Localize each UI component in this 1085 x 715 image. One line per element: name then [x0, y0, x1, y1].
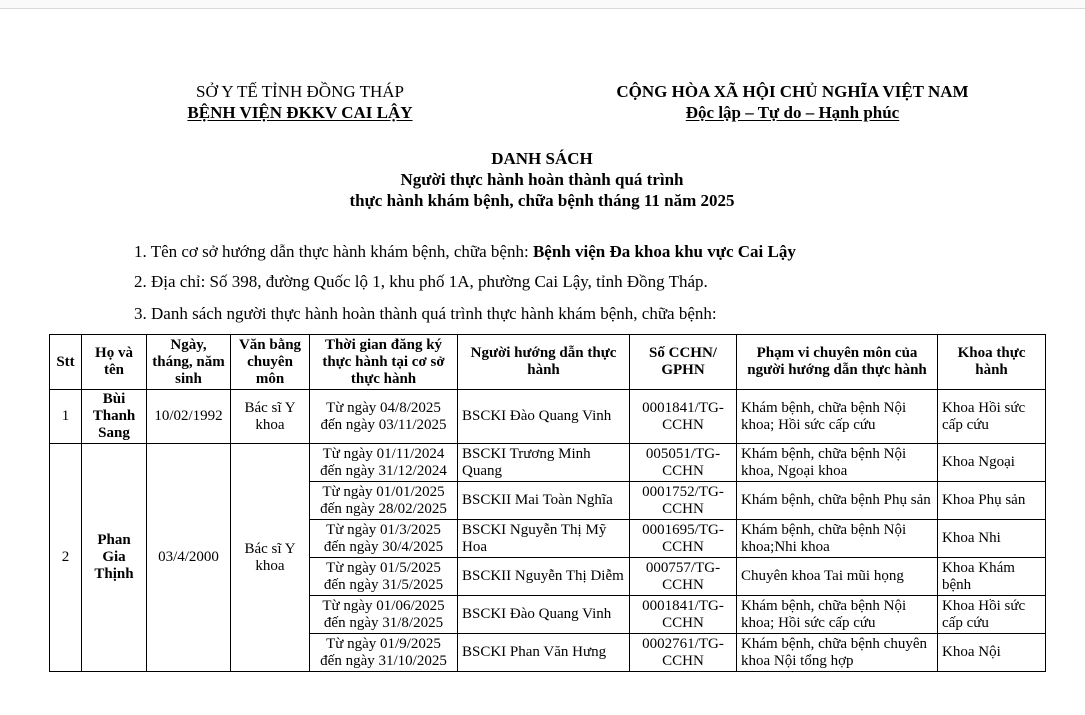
- cell-period: Từ ngày 01/01/2025 đến ngày 28/02/2025: [310, 482, 458, 520]
- cell-scope: Khám bệnh, chữa bệnh Nội khoa, Ngoại khoa: [737, 444, 938, 482]
- cell-period: Từ ngày 01/9/2025 đến ngày 31/10/2025: [310, 634, 458, 672]
- window-top-strip: [0, 0, 1085, 9]
- cell-dept: Khoa Hồi sức cấp cứu: [938, 390, 1046, 444]
- cell-period: Từ ngày 04/8/2025 đến ngày 03/11/2025: [310, 390, 458, 444]
- cell-cert: 0001841/TG-CCHN: [630, 390, 737, 444]
- cell-scope: Chuyên khoa Tai mũi họng: [737, 558, 938, 596]
- document-title: [200, 148, 884, 211]
- item-3: 3. Danh sách người thực hành hoàn thành quá trình thực hành khám bệnh, chữa bệnh:: [134, 304, 717, 323]
- col-scope: Phạm vi chuyên môn của người hướng dẫn thực hành: [737, 335, 938, 390]
- cell-period: Từ ngày 01/5/2025 đến ngày 31/5/2025: [310, 558, 458, 596]
- cell-cert: 0001752/TG-CCHN: [630, 482, 737, 520]
- cell-degree: Bác sĩ Y khoa: [231, 390, 310, 444]
- cell-dob: 03/4/2000: [147, 444, 231, 672]
- dept-name: SỞ Y TẾ TỈNH ĐỒNG THÁP: [196, 82, 404, 101]
- cell-period: Từ ngày 01/3/2025 đến ngày 30/4/2025: [310, 520, 458, 558]
- cell-name: Bùi Thanh Sang: [82, 390, 147, 444]
- title-line-2: Người thực hành hoàn thành quá trình: [400, 170, 684, 189]
- org-header: [150, 82, 450, 123]
- cell-dept: Khoa Khám bệnh: [938, 558, 1046, 596]
- cell-scope: Khám bệnh, chữa bệnh Phụ sản: [737, 482, 938, 520]
- cell-scope: Khám bệnh, chữa bệnh Nội khoa;Nhi khoa: [737, 520, 938, 558]
- cell-stt: 1: [50, 390, 82, 444]
- cell-period: Từ ngày 01/06/2025 đến ngày 31/8/2025: [310, 596, 458, 634]
- cell-dept: Khoa Nội: [938, 634, 1046, 672]
- cell-instructor: BSCKI Đào Quang Vinh: [458, 390, 630, 444]
- table-row: [50, 390, 1046, 444]
- cell-instructor: BSCKI Nguyễn Thị Mỹ Hoa: [458, 520, 630, 558]
- cell-scope: Khám bệnh, chữa bệnh chuyên khoa Nội tổng hợp: [737, 634, 938, 672]
- national-motto: Độc lập – Tự do – Hạnh phúc: [685, 103, 900, 122]
- national-header: [585, 82, 1000, 123]
- cell-scope: Khám bệnh, chữa bệnh Nội khoa; Hồi sức cấp cứu: [737, 390, 938, 444]
- cell-instructor: BSCKI Trương Minh Quang: [458, 444, 630, 482]
- cell-instructor: BSCKI Đào Quang Vinh: [458, 596, 630, 634]
- cell-cert: 0001841/TG-CCHN: [630, 596, 737, 634]
- cell-period: Từ ngày 01/11/2024 đến ngày 31/12/2024: [310, 444, 458, 482]
- col-dept: Khoa thực hành: [938, 335, 1046, 390]
- cell-dept: Khoa Nhi: [938, 520, 1046, 558]
- col-period: Thời gian đăng ký thực hành tại cơ sở thực hành: [310, 335, 458, 390]
- cell-stt: 2: [50, 444, 82, 672]
- cell-dept: Khoa Ngoại: [938, 444, 1046, 482]
- item-1: 1. Tên cơ sở hướng dẫn thực hành khám bệnh, chữa bệnh: Bệnh viện Đa khoa khu vực Cai Lậy: [134, 242, 796, 261]
- cell-instructor: BSCKI Phan Văn Hưng: [458, 634, 630, 672]
- cell-dob: 10/02/1992: [147, 390, 231, 444]
- national-title: CỘNG HÒA XÃ HỘI CHỦ NGHĨA VIỆT NAM: [616, 82, 969, 101]
- cell-cert: 005051/TG-CCHN: [630, 444, 737, 482]
- item-2: 2. Địa chỉ: Số 398, đường Quốc lộ 1, khu phố 1A, phường Cai Lậy, tỉnh Đồng Tháp.: [134, 272, 708, 291]
- col-cert: Số CCHN/ GPHN: [630, 335, 737, 390]
- cell-cert: 0001695/TG-CCHN: [630, 520, 737, 558]
- cell-name: Phan Gia Thịnh: [82, 444, 147, 672]
- practitioner-table: [49, 334, 1046, 672]
- cell-cert: 000757/TG-CCHN: [630, 558, 737, 596]
- hospital-name: BỆNH VIỆN ĐKKV CAI LẬY: [187, 103, 413, 122]
- title-line-3: thực hành khám bệnh, chữa bệnh tháng 11 năm 2025: [349, 191, 735, 210]
- table-header-row: [50, 335, 1046, 390]
- cell-dept: Khoa Hồi sức cấp cứu: [938, 596, 1046, 634]
- cell-degree: Bác sĩ Y khoa: [231, 444, 310, 672]
- cell-instructor: BSCKII Mai Toàn Nghĩa: [458, 482, 630, 520]
- col-name: Họ và tên: [82, 335, 147, 390]
- facility-name: Bệnh viện Đa khoa khu vực Cai Lậy: [532, 242, 796, 261]
- title-line-1: DANH SÁCH: [491, 149, 593, 168]
- col-stt: Stt: [50, 335, 82, 390]
- cell-dept: Khoa Phụ sản: [938, 482, 1046, 520]
- cell-instructor: BSCKII Nguyễn Thị Diễm: [458, 558, 630, 596]
- col-dob: Ngày, tháng, năm sinh: [147, 335, 231, 390]
- col-instructor: Người hướng dẫn thực hành: [458, 335, 630, 390]
- cell-scope: Khám bệnh, chữa bệnh Nội khoa; Hồi sức cấp cứu: [737, 596, 938, 634]
- table-row: [50, 444, 1046, 482]
- col-degree: Văn bằng chuyên môn: [231, 335, 310, 390]
- cell-cert: 0002761/TG-CCHN: [630, 634, 737, 672]
